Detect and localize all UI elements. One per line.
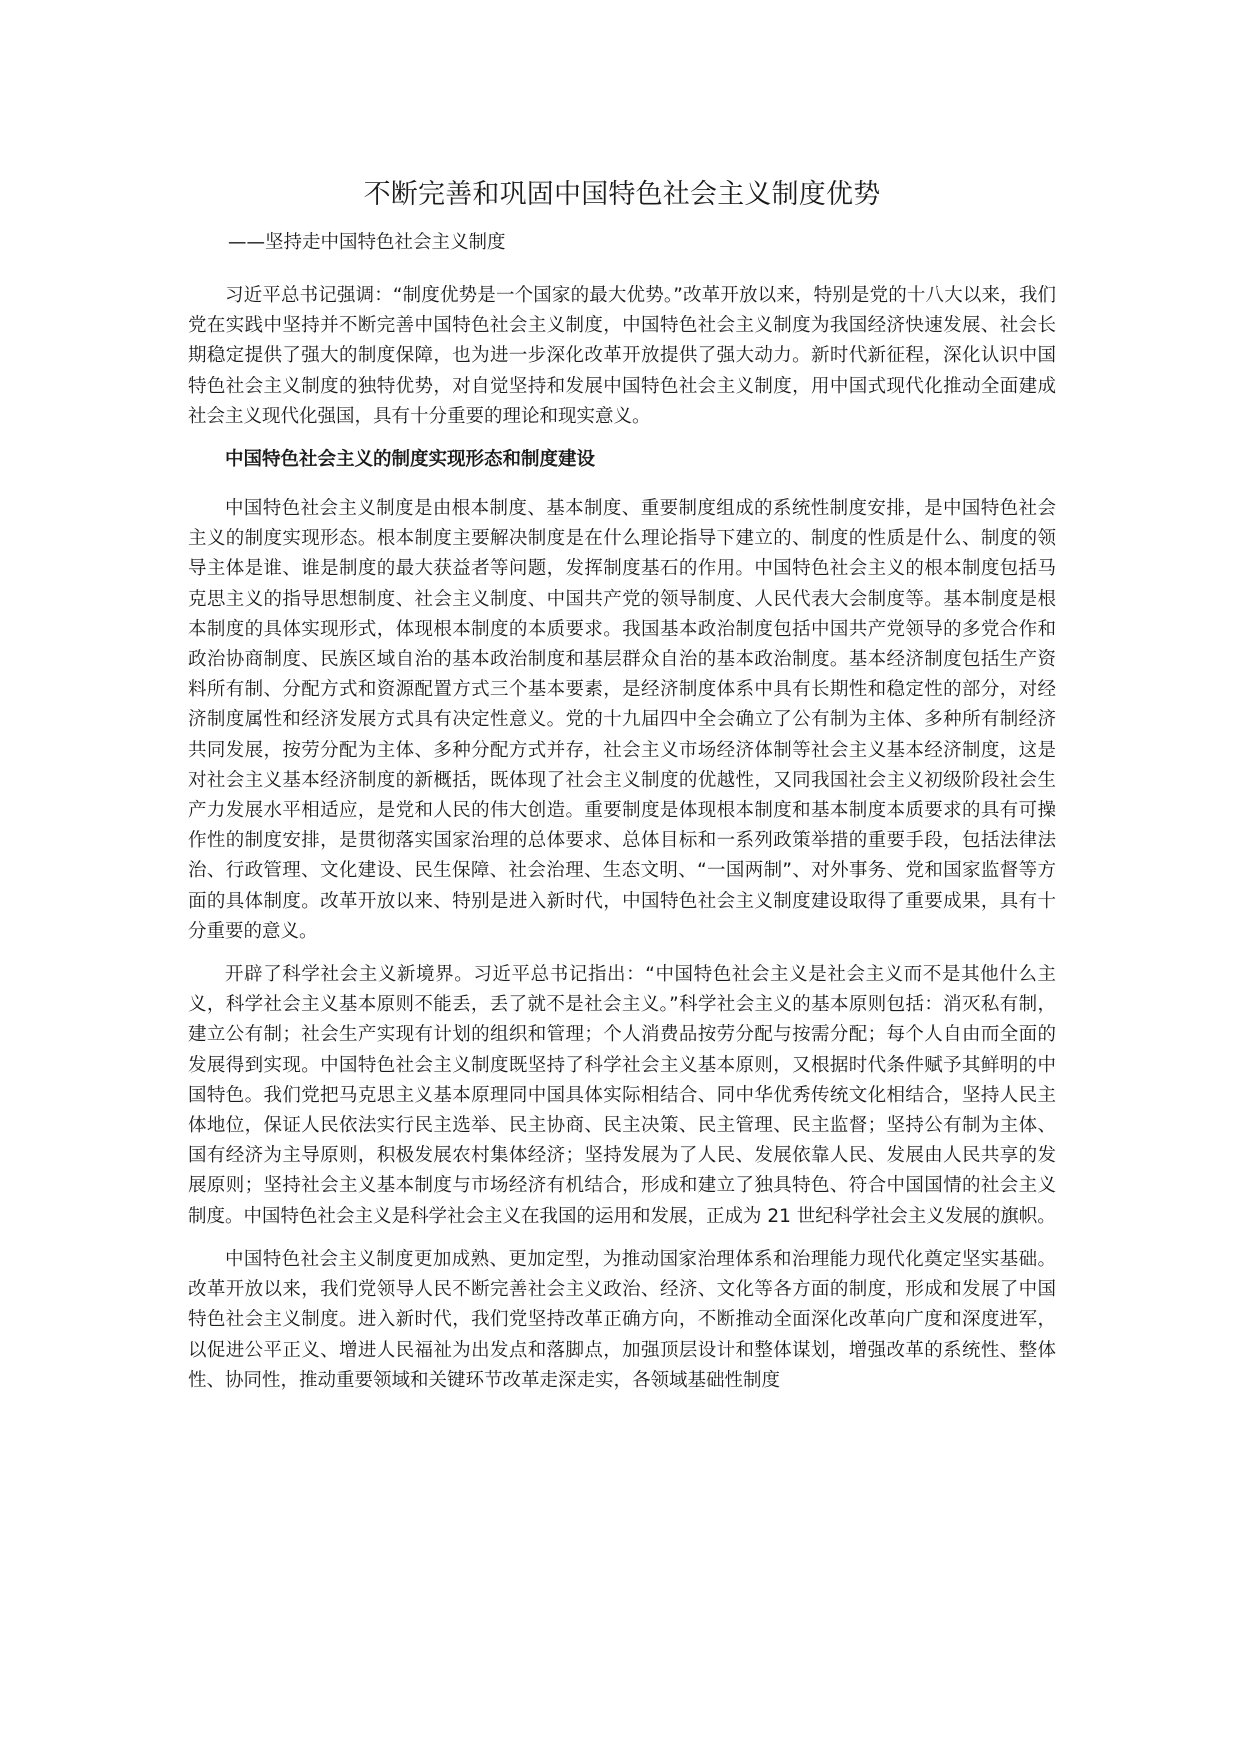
section-heading: 中国特色社会主义的制度实现形态和制度建设: [225, 449, 596, 471]
paragraph-scientific-socialism: 开辟了科学社会主义新境界。习近平总书记指出：“中国特色社会主义是社会主义而不是其他什么主义，科学社会主义基本原则不能丢，丢了就不是社会主义。”科学社会主义的基本原则包括：消灭私有制，建立公有制；社会生产实现有计划的组织和管理；个人消费品按劳分配与按需分配；每个人自由而全面的发展得到实现。中国特色社会主义制度既坚持了科学社会主义基本原则，又根据时代条件赋予其鲜明的中国特色。我们党把马克思主义基本原理同中国具体实际相结合、同中华优秀传统文化相结合，坚持人民主体地位，保证人民依法实行民主选举、民主协商、民主决策、民主管理、民主监督；坚持公有制为主体、国有经济为主导原则，积极发展农村集体经济；坚持发展为了人民、发展依靠人民、发展由人民共享的发展原则；坚持社会主义基本制度与市场经济有机结合，形成和建立了独具特色、符合中国国情的社会主义制度。中国特色社会主义是科学社会主义在我国的运用和发展，正成为 21 世纪科学社会主义发展的旗帜。: [188, 964, 1056, 1227]
document-title: 不断完善和巩固中国特色社会主义制度优势: [363, 179, 881, 210]
paragraph-institutional-forms: 中国特色社会主义制度是由根本制度、基本制度、重要制度组成的系统性制度安排，是中国特色社会主义的制度实现形态。根本制度主要解决制度是在什么理论指导下建立的、制度的性质是什么、制度的领导主体是谁、谁是制度的最大获益者等问题，发挥制度基石的作用。中国特色社会主义的根本制度包括马克思主义的指导思想制度、社会主义制度、中国共产党的领导制度、人民代表大会制度等。基本制度是根本制度的具体实现形式，体现根本制度的本质要求。我国基本政治制度包括中国共产党领导的多党合作和政治协商制度、民族区域自治的基本政治制度和基层群众自治的基本政治制度。基本经济制度包括生产资料所有制、分配方式和资源配置方式三个基本要素，是经济制度体系中具有长期性和稳定性的部分，对经济制度属性和经济发展方式具有决定性意义。党的十九届四中全会确立了公有制为主体、多种所有制经济共同发展，按劳分配为主体、多种分配方式并存，社会主义市场经济体制等社会主义基本经济制度，这是对社会主义基本经济制度的新概括，既体现了社会主义制度的优越性，又同我国社会主义初级阶段社会生产力发展水平相适应，是党和人民的伟大创造。重要制度是体现根本制度和基本制度本质要求的具有可操作性的制度安排，是贯彻落实国家治理的总体要求、总体目标和一系列政策举措的重要手段，包括法律法治、行政管理、文化建设、民生保障、社会治理、生态文明、“一国两制”、对外事务、党和国家监督等方面的具体制度。改革开放以来、特别是进入新时代，中国特色社会主义制度建设取得了重要成果，具有十分重要的意义。: [188, 498, 1056, 942]
document-subtitle: ——坚持走中国特色社会主义制度: [228, 232, 506, 253]
paragraph-intro: 习近平总书记强调：“制度优势是一个国家的最大优势。”改革开放以来，特别是党的十八大以来，我们党在实践中坚持并不断完善中国特色社会主义制度，中国特色社会主义制度为我国经济快速发展、社会长期稳定提供了强大的制度保障，也为进一步深化改革开放提供了强大动力。新时代新征程，深化认识中国特色社会主义制度的独特优势，对自觉坚持和发展中国特色社会主义制度，用中国式现代化推动全面建成社会主义现代化强国，具有十分重要的理论和现实意义。: [188, 285, 1056, 427]
document-page: [188, 0, 1056, 1754]
paragraph-modernization: 中国特色社会主义制度更加成熟、更加定型，为推动国家治理体系和治理能力现代化奠定坚实基础。改革开放以来，我们党领导人民不断完善社会主义政治、经济、文化等各方面的制度，形成和发展了中国特色社会主义制度。进入新时代，我们党坚持改革正确方向，不断推动全面深化改革向广度和深度进军，以促进公平正义、增进人民福祉为出发点和落脚点，加强顶层设计和整体谋划，增强改革的系统性、整体性、协同性，推动重要领域和关键环节改革走深走实，各领域基础性制度: [188, 1248, 1056, 1391]
document-body: [188, 281, 1056, 1409]
